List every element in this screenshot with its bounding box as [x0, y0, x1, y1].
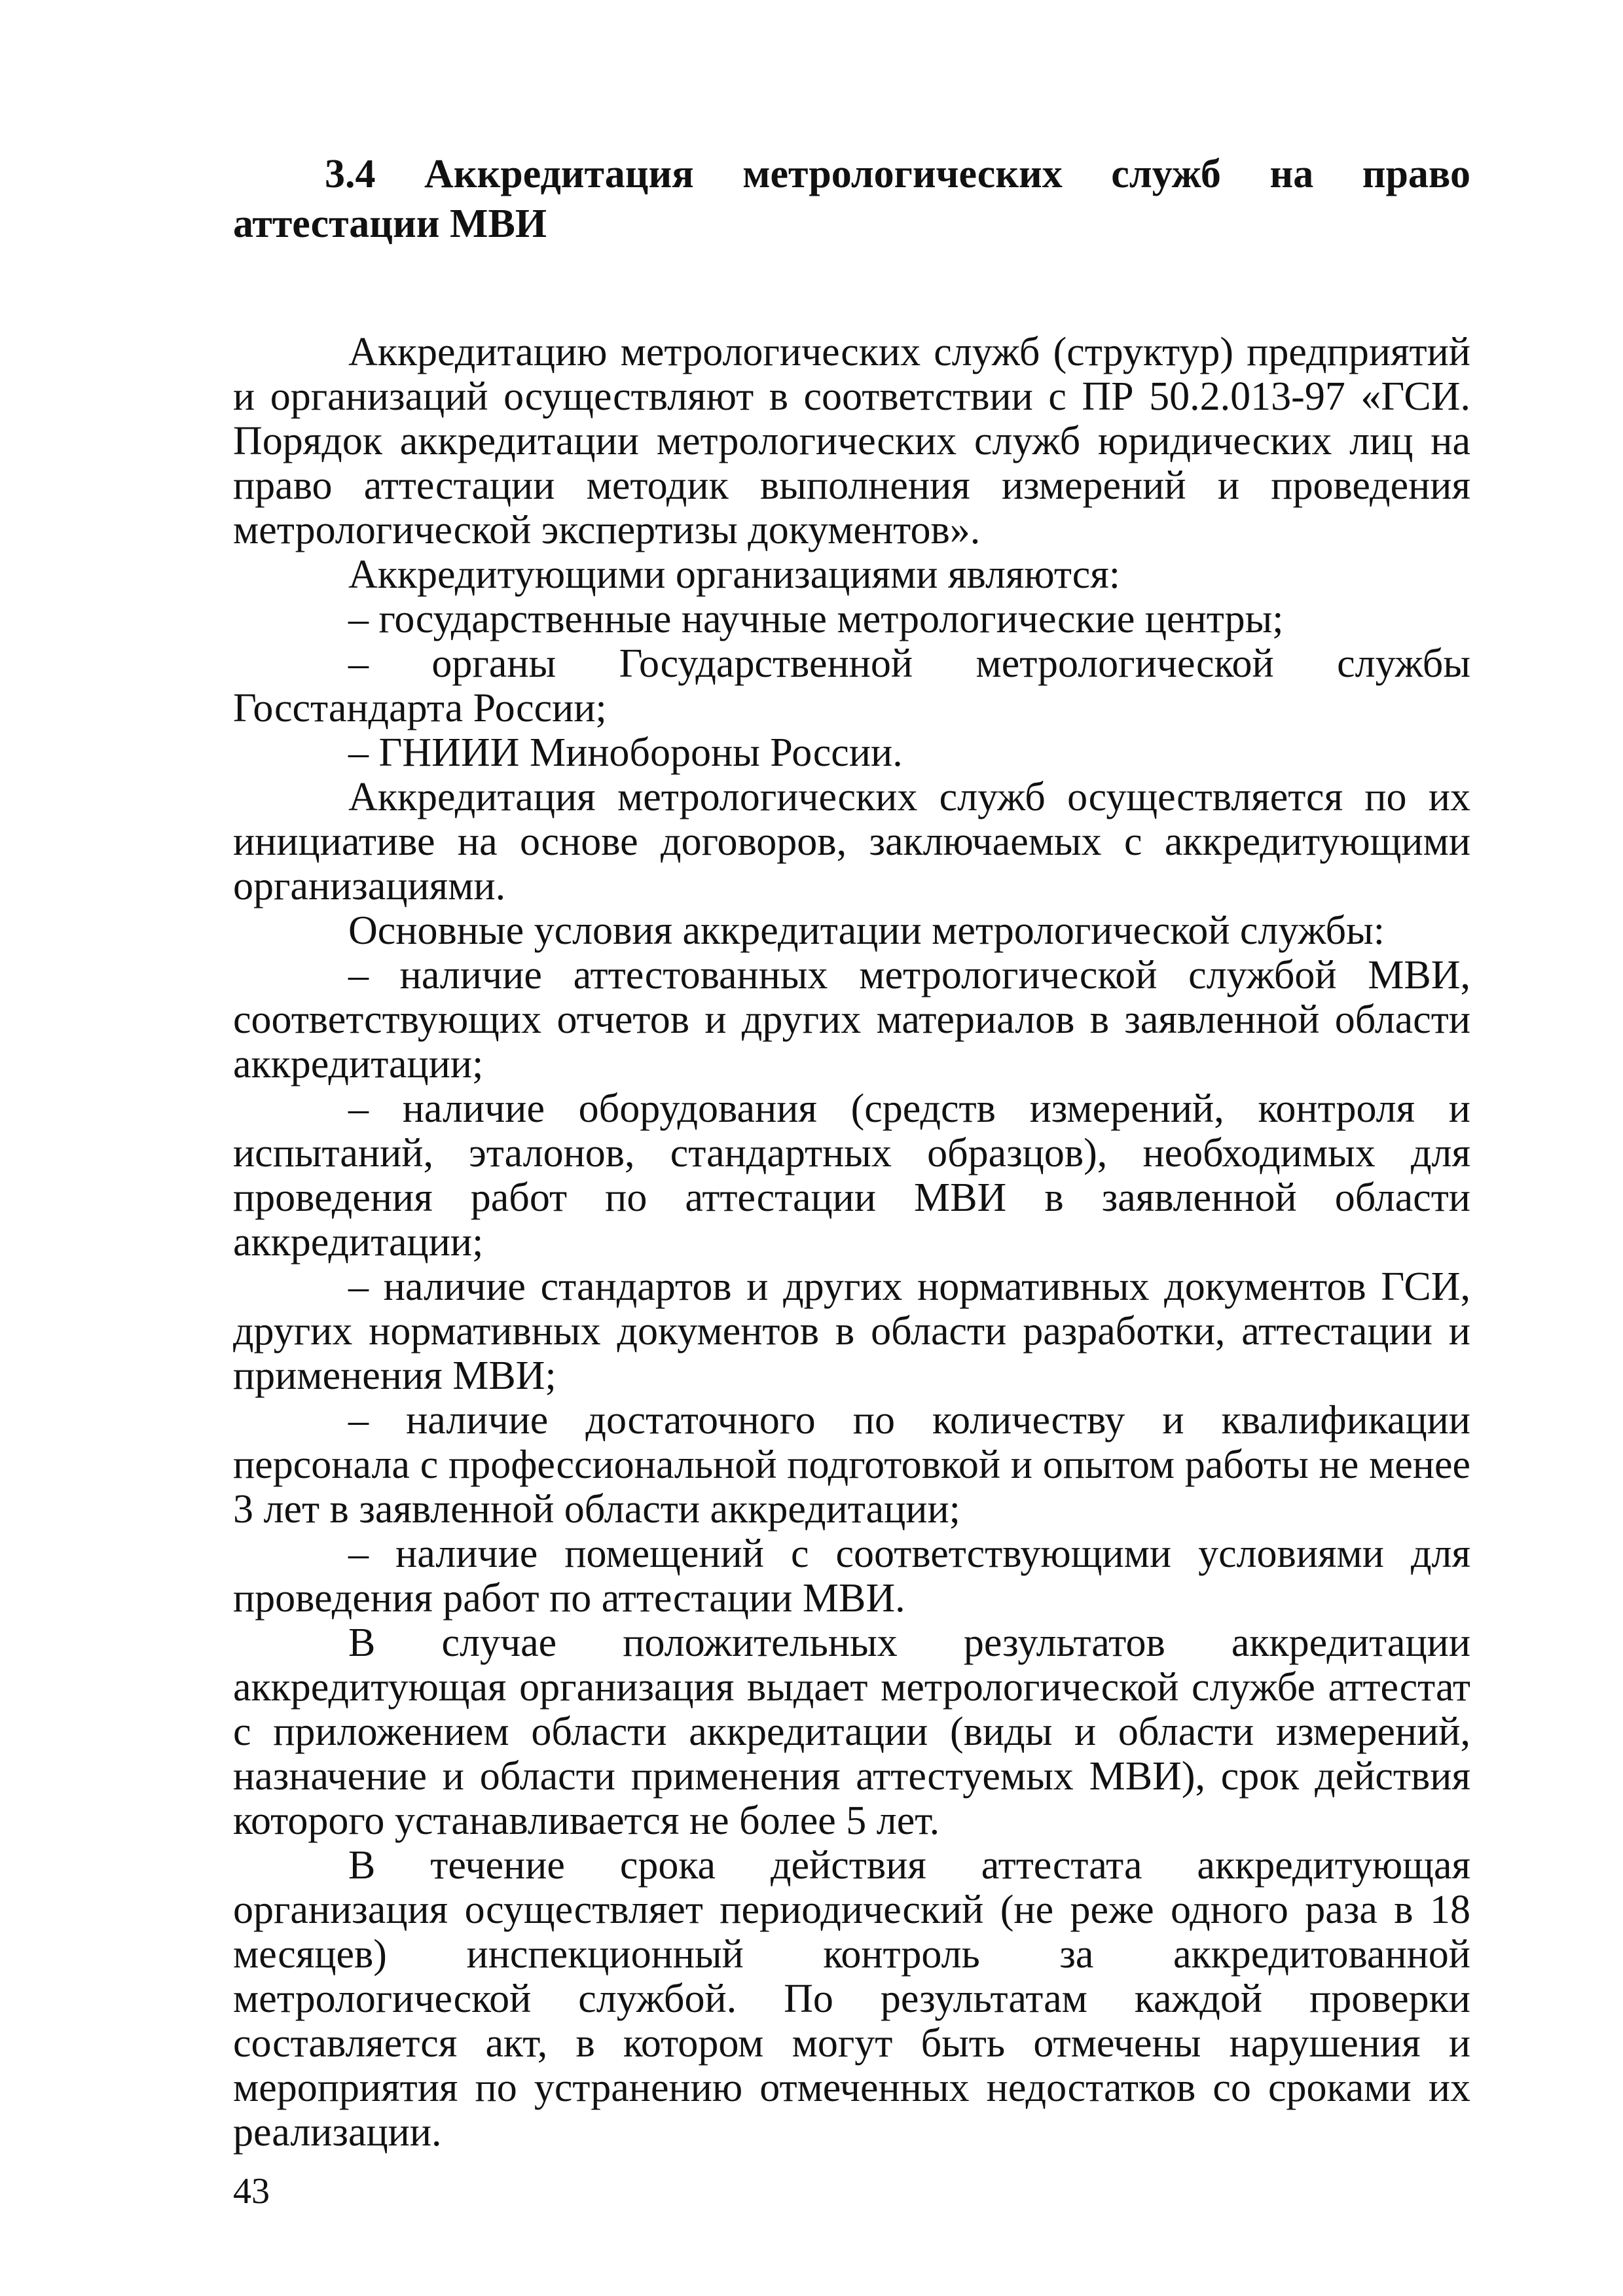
list-item: – наличие аттестованных метрологической службой МВИ, соответствующих отчетов и других материалов в заявленной области аккредитации; — [233, 953, 1470, 1086]
list-item: – наличие помещений с соответствующими условиями для проведения работ по аттестации МВИ. — [233, 1532, 1470, 1621]
list-item: – наличие оборудования (средств измерений, контроля и испытаний, эталонов, стандартных образцов), необходимых для проведения работ по аттестации МВИ в заявленной области аккредитации; — [233, 1086, 1470, 1265]
paragraph: Аккредитующими организациями являются: — [348, 552, 1121, 597]
section-heading: 3.4 Аккредитация метрологических служб на право аттестации МВИ — [233, 152, 1470, 246]
list-item: – наличие достаточного по количеству и квалификации персонала с профессиональной подготовкой и опытом работы не менее 3 лет в заявленной области аккредитации; — [233, 1398, 1470, 1532]
page-content — [233, 149, 1470, 2155]
list-item: – ГНИИИ Минобороны России. — [348, 730, 903, 775]
paragraph: Аккредитацию метрологических служб (структур) предприятий и организаций осуществляют в соответствии с ПР 50.2.013-97 «ГСИ. Порядок аккредитации метрологических служб юридических лиц на право аттестации методик выполнения измерений и проведения метрологической экспертизы документов». — [233, 330, 1470, 552]
paragraph: Основные условия аккредитации метрологической службы: — [348, 908, 1385, 953]
paragraph: В случае положительных результатов аккредитации аккредитующая организация выдает метрологической службе аттестат с приложением области аккредитации (виды и области измерений, назначение и области применения аттестуемых МВИ), срок действия которого устанавливается не более 5 лет. — [233, 1621, 1470, 1843]
page-number: 43 — [233, 2171, 270, 2212]
paragraph: В течение срока действия аттестата аккредитующая организация осуществляет периодический (не реже одного раза в 18 месяцев) инспекционный контроль за аккредитованной метрологической службой. По результатам каждой проверки составляется акт, в котором могут быть отмечены нарушения и мероприятия по устранению отмеченных недостатков со сроками их реализации. — [233, 1843, 1470, 2155]
list-item: – органы Государственной метрологической службы Госстандарта России; — [233, 641, 1470, 730]
list-item: – государственные научные метрологические центры; — [348, 597, 1284, 641]
section-body — [233, 330, 1470, 2155]
list-item: – наличие стандартов и других нормативных документов ГСИ, других нормативных документов в области разработки, аттестации и применения МВИ; — [233, 1265, 1470, 1398]
paragraph: Аккредитация метрологических служб осуществляется по их инициативе на основе договоров, заключаемых с аккредитующими организациями. — [233, 775, 1470, 908]
